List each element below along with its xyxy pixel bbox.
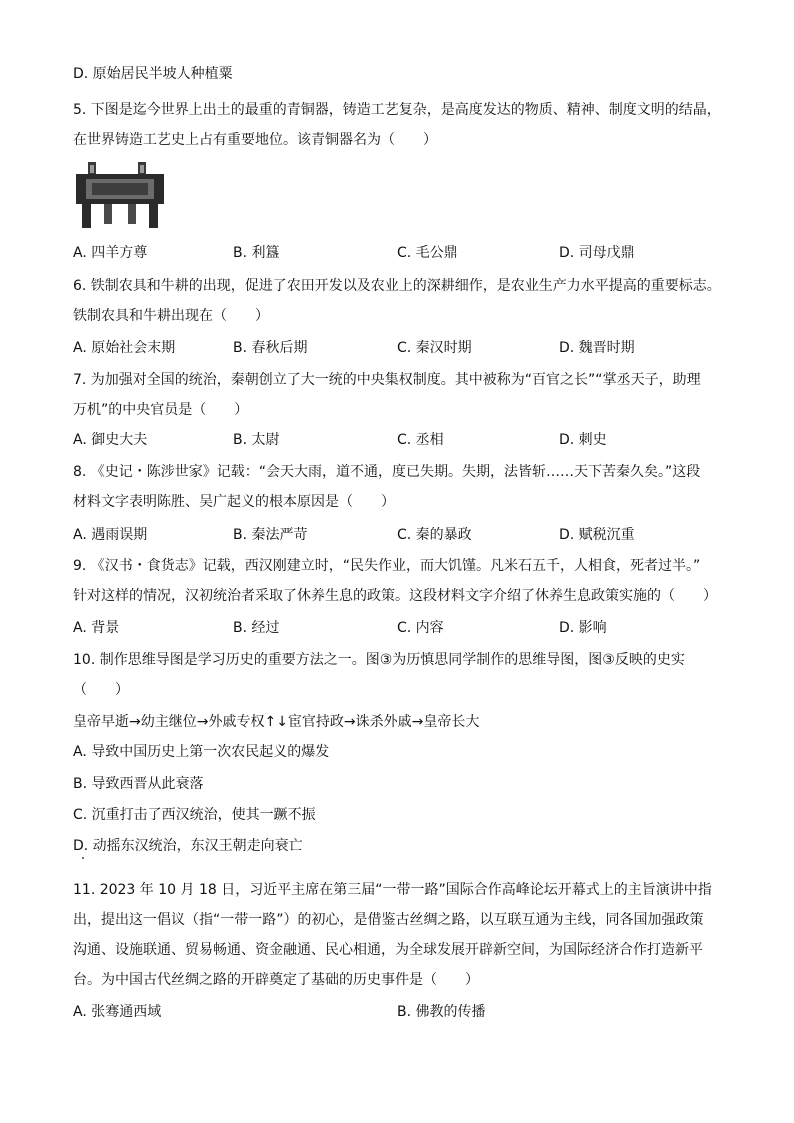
question-9-line-1: 9. 《汉书・食货志》记载，西汉刚建立时，“民失作业，而大饥馑。凡米石五千，人相食，死者过半。” (73, 558, 701, 574)
question-10-line-1: 10. 制作思维导图是学习历史的重要方法之一。图③为历慎思同学制作的思维导图，图③反映的史实 (73, 652, 685, 668)
question-5-options (73, 243, 733, 263)
question-11-line-1: 11. 2023 年 10 月 18 日，习近平主席在第三届“一带一路”国际合作高峰论坛开幕式上的主旨演讲中指 (73, 882, 712, 898)
question-10-line-2: （ ） (73, 682, 129, 698)
question-7-line-1: 7. 为加强对全国的统治，秦朝创立了大一统的中央集权制度。其中被称为“百官之长”“掌丞天子，助理 (73, 372, 701, 388)
option-10c[interactable]: C. 沉重打击了西汉统治，使其一蹶不振 (73, 807, 316, 823)
option-8c[interactable]: C. 秦的暴政 (397, 527, 472, 543)
option-10a[interactable]: A. 导致中国历史上第一次农民起义的爆发 (73, 744, 330, 760)
option-10b[interactable]: B. 导致西晋从此衰落 (73, 776, 204, 792)
option-5c[interactable]: C. 毛公鼎 (397, 245, 458, 261)
option-8b[interactable]: B. 秦法严苛 (233, 527, 308, 543)
option-9c[interactable]: C. 内容 (397, 620, 444, 636)
question-6-line-2: 铁制农具和牛耕出现在（ ） (73, 308, 269, 324)
option-7c[interactable]: C. 丞相 (397, 432, 444, 448)
option-7b[interactable]: B. 太尉 (233, 432, 280, 448)
question-8-line-1: 8. 《史记・陈涉世家》记载：“会天大雨，道不通，度已失期。失期，法皆斩……天下苦秦久矣。”这段 (73, 464, 701, 480)
question-6-line-1: 6. 铁制农具和牛耕的出现，促进了农田开发以及农业上的深耕细作，是农业生产力水平提高的重要标志。 (73, 278, 721, 294)
question-11-line-3: 沟通、设施联通、贸易畅通、资金融通、民心相通，为全球发展开辟新空间，为国际经济合作打造新平 (73, 942, 703, 958)
question-11-line-2: 出，提出这一倡议（指“一带一路”）的初心，是借鉴古丝绸之路，以互联互通为主线，同各国加强政策 (73, 912, 704, 928)
question-7-options (73, 430, 733, 450)
option-7d[interactable]: D. 刺史 (559, 432, 607, 448)
question-8-options (73, 525, 733, 545)
question-11-options (73, 1002, 733, 1022)
option-6a[interactable]: A. 原始社会末期 (73, 340, 176, 356)
bronze-ding-image (74, 160, 166, 230)
option-7a[interactable]: A. 御史大夫 (73, 432, 148, 448)
question-8-line-2: 材料文字表明陈胜、吴广起义的根本原因是（ ） (73, 494, 395, 510)
option-9d[interactable]: D. 影响 (559, 620, 607, 636)
question-5-line-2: 在世界铸造工艺史上占有重要地位。该青铜器名为（ ） (73, 132, 437, 148)
mind-map-text: 皇帝早逝→幼主继位→外戚专权↑↓宦官持政→诛杀外戚→皇帝长大 (73, 714, 480, 730)
question-11-line-4: 台。为中国古代丝绸之路的开辟奠定了基础的历史事件是（ ） (73, 972, 479, 988)
option-10d[interactable]: D. 动摇东汉统治，东汉王朝走向衰亡 (73, 838, 303, 854)
option-6d[interactable]: D. 魏晋时期 (559, 340, 635, 356)
question-5-line-1: 5. 下图是迄今世界上出土的最重的青铜器，铸造工艺复杂，是高度发达的物质、精神、制度文明的结晶， (73, 102, 721, 118)
option-5a[interactable]: A. 四羊方尊 (73, 245, 148, 261)
question-7-line-2: 万机”的中央官员是（ ） (73, 402, 249, 418)
question-9-options (73, 618, 733, 638)
option-9b[interactable]: B. 经过 (233, 620, 280, 636)
option-6c[interactable]: C. 秦汉时期 (397, 340, 472, 356)
stray-dot (82, 857, 84, 859)
question-9-line-2: 针对这样的情况，汉初统治者采取了休养生息的政策。这段材料文字介绍了休养生息政策实施的（ ） (73, 588, 717, 604)
option-4d: D. 原始居民半坡人种植粟 (73, 66, 233, 82)
question-6-options (73, 338, 733, 358)
option-11b[interactable]: B. 佛教的传播 (397, 1004, 486, 1020)
option-8a[interactable]: A. 遇雨误期 (73, 527, 148, 543)
option-5d[interactable]: D. 司母戊鼎 (559, 245, 635, 261)
option-6b[interactable]: B. 春秋后期 (233, 340, 308, 356)
option-9a[interactable]: A. 背景 (73, 620, 120, 636)
option-11a[interactable]: A. 张骞通西域 (73, 1004, 162, 1020)
option-5b[interactable]: B. 利簋 (233, 245, 280, 261)
option-8d[interactable]: D. 赋税沉重 (559, 527, 635, 543)
